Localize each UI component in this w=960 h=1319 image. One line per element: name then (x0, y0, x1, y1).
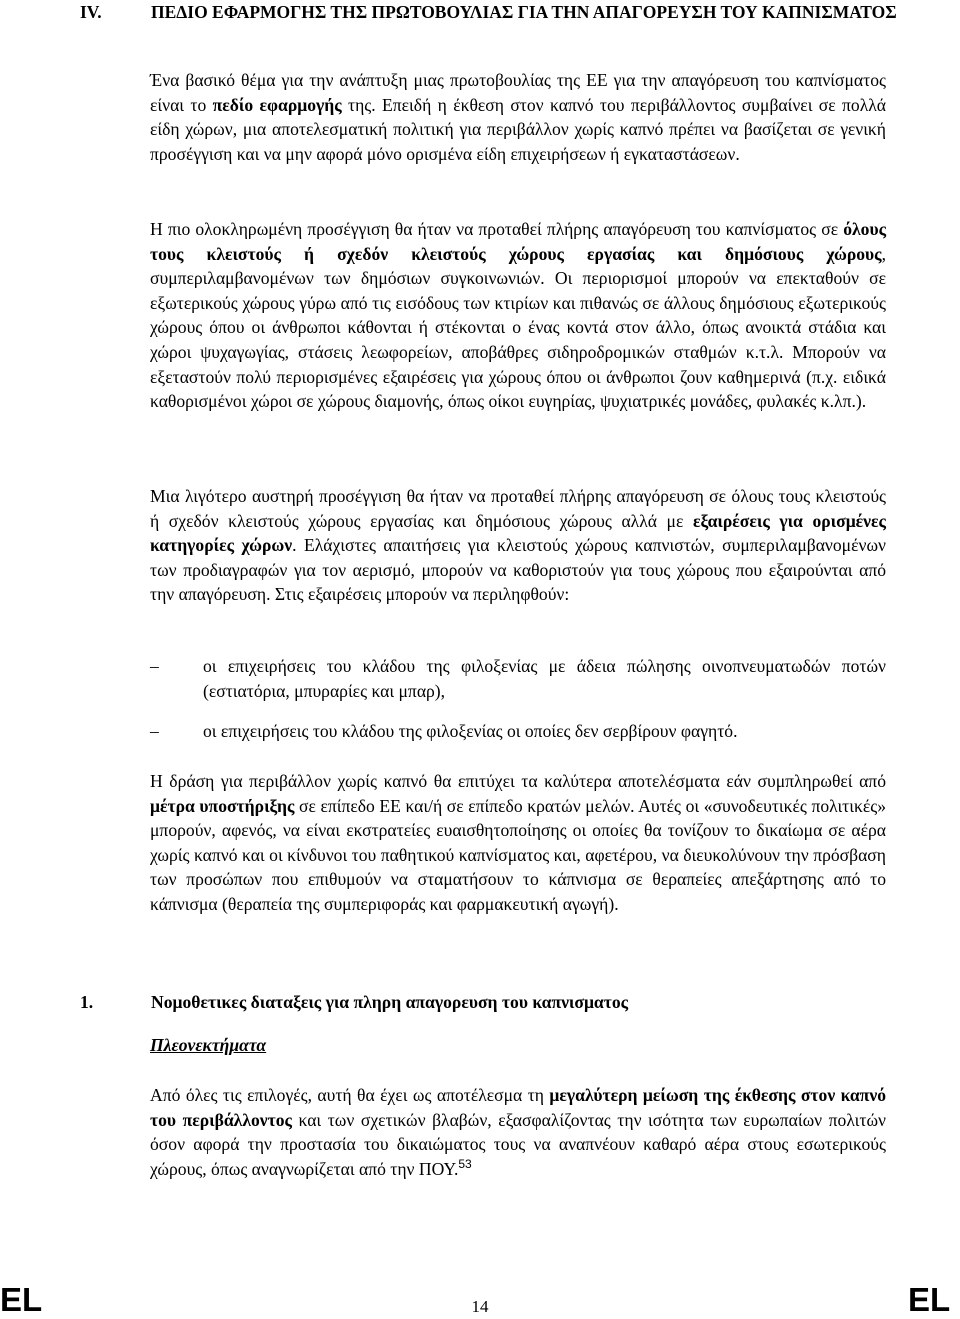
p2-bold-places: όλους τους κλειστούς ή σχεδόν κλειστούς χώρους εργασίας και δημόσιους χώρους (150, 219, 886, 264)
p3-bold-exceptions: εξαιρέσεις για ορισμένες κατηγορίες χώρων (150, 510, 886, 556)
footnote-reference[interactable]: 53 (458, 1156, 472, 1171)
p4-text-c: σε επίπεδο ΕΕ και/ή σε επίπεδο κρατών μελών. Αυτές οι «συνοδευτικές πολιτικές» μπορούν, αφενός, να είναι εκστρατείες ευαισθητοποίησης οι οποίες θα τονίζουν το δικαίωμα σε αέρα χωρίς καπνό και οι κίνδυνοι του παθητικού καπνίσματος και, αφετέρου, να διευκολύνουν την πρόσβαση των προσώπων που επιθυμούν να σταματήσουν το κάπνισμα σε θεραπείες απεξάρτησης από το κάπνισμα (θεραπεία της συμπεριφοράς και φαρμακευτική αγωγή). (150, 795, 886, 914)
list-item (150, 719, 886, 744)
p1-text-c: της. Επειδή η έκθεση στον καπνό του περιβάλλοντος συμβαίνει σε πολλά είδη χώρων, μια αποτελεσματική πολιτική για περιβάλλον χωρίς καπνό πρέπει να βασίζεται σε γενική προσέγγιση και να μην αφορά μόνο ορισμένα είδη επιχειρήσεων ή εγκαταστάσεων. (150, 94, 886, 164)
footer-language-right: EL (908, 1281, 951, 1318)
p5-bold-reduction: μεγαλύτερη μείωση της έκθεσης στον καπνό του περιβάλλοντος (150, 1085, 886, 1130)
p5-text-c: και των σχετικών βλαβών, εξασφαλίζοντας την ισότητα των ευρωπαίων πολιτών όσον αφορά την προστασία του δικαιώματος τους να αναπνέουν καθαρό αέρα στους εσωτερικούς χώρους, όπως αναγνωρίζεται από την ΠΟΥ. (150, 1109, 886, 1179)
paragraph-advantages (150, 1083, 886, 1181)
p1-bold-scope: πεδίο εφαρμογής (212, 94, 342, 115)
section-title: ΠΕΔΙΟ ΕΦΑΡΜΟΓΗΣ ΤΗΣ ΠΡΩΤΟΒΟΥΛΙΑΣ ΓΙΑ ΤΗΝ ΑΠΑΓΟΡΕΥΣΗ ΤΟΥ ΚΑΠΝΙΣΜΑΤΟΣ (151, 2, 897, 22)
dash-bullet: – (150, 721, 159, 742)
subsection-number: 1. (80, 992, 94, 1012)
paragraph-full-ban (150, 217, 886, 414)
paragraph-scope-intro (150, 68, 886, 166)
p1-text-a: Ένα βασικό θέμα για την ανάπτυξη μιας πρωτοβουλίας της ΕΕ για την απαγόρευση του καπνίσματος είναι το (150, 70, 886, 115)
footer-language-left: EL (0, 1281, 43, 1318)
page-number: 14 (471, 1297, 489, 1316)
p3-text-c: . Ελάχιστες απαιτήσεις για κλειστούς χώρους καπνιστών, συμπεριλαμβανομένων των προδιαγραφών για τον αερισμό, μπορούν να καθοριστούν για τους χώρους που εξαιρούνται από την απαγόρευση. Στις εξαιρέσεις μπορούν να περιληφθούν: (150, 535, 886, 605)
list-item-text: οι επιχειρήσεις του κλάδου της φιλοξενίας με άδεια πώλησης οινοπνευματωδών ποτών (εστιατόρια, μπυραρίες και μπαρ), (203, 656, 886, 701)
paragraph-partial-ban (150, 484, 886, 607)
dash-bullet: – (150, 656, 159, 676)
p2-text-c: , συμπεριλαμβανομένων των δημόσιων συγκοινωνιών. Οι περιορισμοί μπορούν να επεκταθούν σε εξωτερικούς χώρους γύρω από τις εισόδους των κτιρίων και πιθανώς σε άλλους δημόσιους εξωτερικούς χώρους όπου οι άνθρωποι κάθονται ή στέκονται ο ένας κοντά στον άλλο, όπως ανοικτά στάδια και χώροι ψυχαγωγίας, στάσεις λεωφορείων, αποβάθρες σιδηροδρομικών σταθμών κ.τ.λ. Μπορούν να εξεταστούν πολύ περιορισμένες εξαιρέσεις για χώρους όπου οι άνθρωποι ζουν καθημερινά (π.χ. ειδικά καθορισμένοι χώροι σε χώρους διαμονής, όπως οίκοι ευγηρίας, ψυχιατρικές μονάδες, φυλακές κ.λπ.). (150, 243, 886, 412)
list-item (150, 654, 886, 703)
p4-bold-support: μέτρα υποστήριξης (150, 795, 295, 816)
list-item-text: οι επιχειρήσεις του κλάδου της φιλοξενίας οι οποίες δεν σερβίρουν φαγητό. (203, 721, 738, 742)
subsection-title: Νομοθετικες διαταξεις για πληρη απαγορευση του καπνισματος (151, 992, 629, 1012)
p5-text-a: Από όλες τις επιλογές, αυτή θα έχει ως αποτέλεσμα τη (150, 1085, 550, 1105)
exceptions-list (150, 654, 886, 744)
p3-text-a: Μια λιγότερο αυστηρή προσέγγιση θα ήταν να προταθεί πλήρης απαγόρευση σε όλους τους κλειστούς ή σχεδόν κλειστούς χώρους εργασίας και δημόσιους χώρους αλλά με (150, 486, 886, 531)
advantages-heading: Πλεονεκτήματα (150, 1035, 267, 1055)
paragraph-support-measures (150, 769, 886, 917)
section-number: IV. (80, 2, 102, 22)
p4-text-a: Η δράση για περιβάλλον χωρίς καπνό θα επιτύχει τα καλύτερα αποτελέσματα εάν συμπληρωθεί από (150, 771, 886, 791)
p2-text-a: Η πιο ολοκληρωμένη προσέγγιση θα ήταν να προταθεί πλήρης απαγόρευση του καπνίσματος σε (150, 219, 844, 239)
